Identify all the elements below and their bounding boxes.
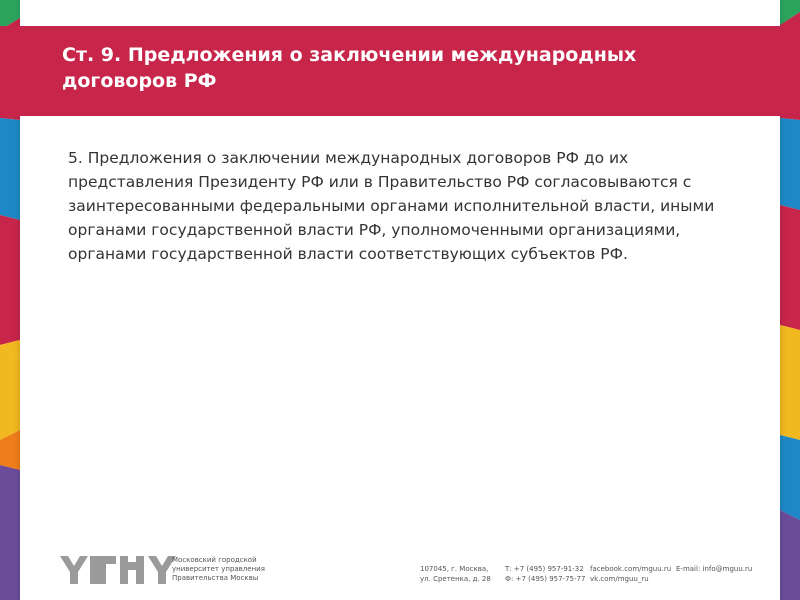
university-logo — [60, 556, 184, 584]
address-line: 107045, г. Москва, — [420, 565, 489, 573]
logo-caption: Московский городской университет управления Правительства Москвы — [172, 556, 265, 582]
email-link[interactable]: E-mail: info@mguu.ru — [676, 565, 753, 573]
phone-line: Т: +7 (495) 957-91-32 — [505, 565, 584, 573]
footer-social — [590, 564, 671, 584]
footer-address — [420, 564, 491, 584]
footer — [20, 550, 780, 600]
facebook-link[interactable]: facebook.com/mguu.ru — [590, 565, 672, 573]
slide-title: Ст. 9. Предложения о заключении международных договоров РФ — [62, 44, 637, 92]
footer-phones — [505, 564, 585, 584]
fax-line: Ф: +7 (495) 957-75-77 — [505, 575, 586, 583]
footer-email — [676, 564, 752, 574]
vk-link[interactable]: vk.com/mguu_ru — [590, 575, 649, 583]
slide-body-text: 5. Предложения о заключении международных договоров РФ до их представления Президенту РФ или в Правительство РФ согласовываются с заинтересованными федеральными органами исполнительной власти, иными органами государственной власти РФ, уполномоченными организациями, органами государственной власти соответствующих субъектов РФ. — [68, 149, 715, 263]
address-line: ул. Сретенка, д. 28 — [420, 575, 491, 583]
